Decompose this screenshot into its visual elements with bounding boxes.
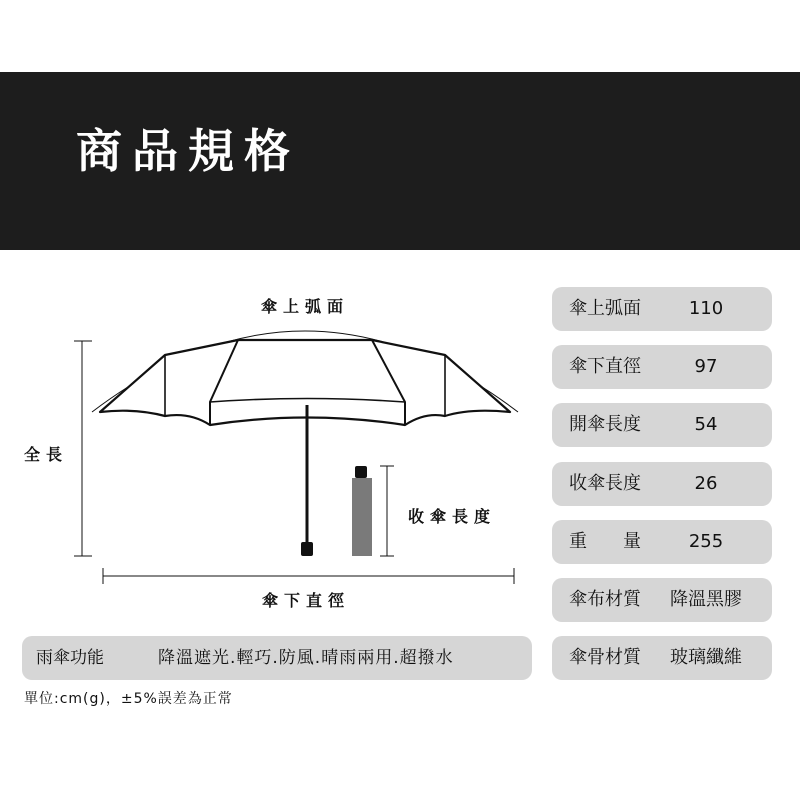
bottom-diameter-label: 傘下直徑 [261, 591, 351, 610]
features-bar [22, 636, 532, 680]
spec-value: 255 [688, 531, 724, 552]
spec-value: 97 [694, 356, 718, 377]
spec-label: 傘上弧面 [569, 298, 641, 319]
spec-row-bottom-diameter [552, 345, 772, 389]
spec-value: 26 [694, 473, 718, 494]
spec-label: 收傘長度 [569, 473, 641, 494]
folded-length-label: 收傘長度 [407, 507, 497, 526]
spec-value: 玻璃纖維 [670, 647, 742, 668]
spec-row-open-length [552, 403, 772, 447]
spec-value: 54 [694, 414, 718, 435]
unit-footnote: 單位:cm(g)，±5%誤差為正常 [24, 691, 233, 707]
umbrella-canopy [100, 340, 510, 425]
folded-umbrella-body [352, 478, 372, 556]
spec-label: 傘下直徑 [569, 356, 641, 377]
spec-row-weight [552, 520, 772, 564]
page-title: 商品規格 [76, 124, 300, 178]
spec-row-frame-material [552, 636, 772, 680]
spec-label: 傘布材質 [569, 589, 641, 610]
umbrella-diagram [0, 280, 540, 620]
spec-label: 重 量 [569, 531, 641, 552]
full-length-label: 全長 [23, 445, 69, 464]
spec-label: 傘骨材質 [569, 647, 641, 668]
spec-row-canopy-material [552, 578, 772, 622]
spec-value: 降溫黑膠 [670, 589, 742, 610]
top-arc-label: 傘上弧面 [260, 297, 350, 316]
spec-value: 110 [688, 298, 724, 319]
features-value: 降溫遮光.輕巧.防風.晴雨兩用.超撥水 [158, 648, 454, 668]
features-label: 雨傘功能 [36, 648, 104, 668]
spec-row-top-arc [552, 287, 772, 331]
spec-row-folded-length [552, 462, 772, 506]
folded-umbrella-cap [355, 466, 367, 478]
spec-label: 開傘長度 [569, 414, 641, 435]
umbrella-handle [301, 542, 313, 556]
